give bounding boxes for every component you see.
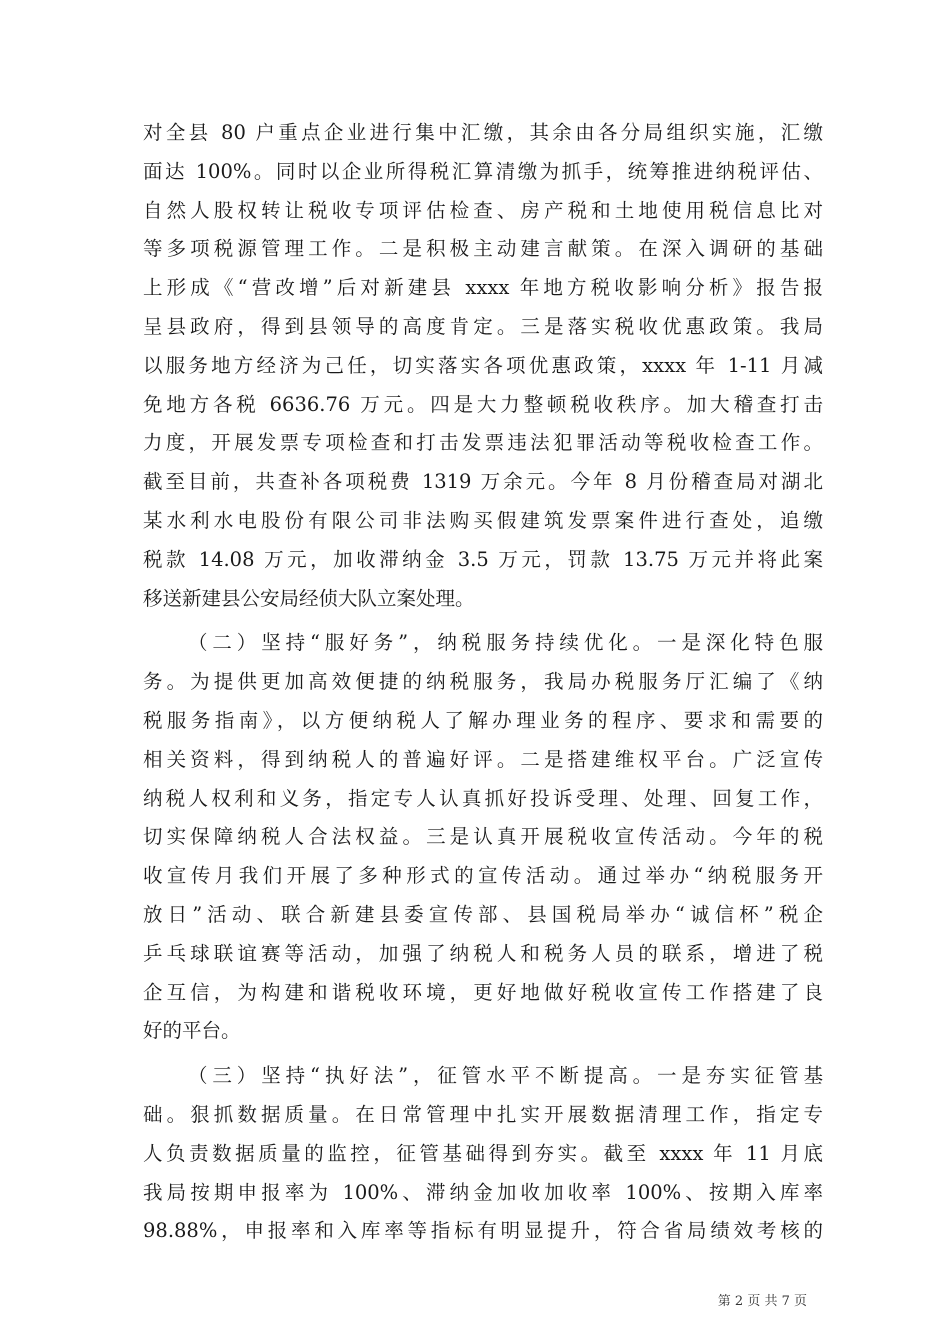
text-line: 移送新建县公安局经侦大队立案处理。 (143, 586, 475, 610)
paragraph-1 (143, 114, 823, 618)
text-line: 纳税人权利和义务，指定专人认真抓好投诉受理、处理、回复工作， (143, 786, 823, 810)
text-line: 础。狠抓数据质量。在日常管理中扎实开展数据清理工作，指定专 (143, 1102, 823, 1126)
text-line: 切实保障纳税人合法权益。三是认真开展税收宣传活动。今年的税 (143, 825, 823, 849)
text-line: 力度，开展发票专项检查和打击发票违法犯罪活动等税收检查工作。 (143, 431, 823, 455)
text-line: 98.88%，申报率和入库率等指标有明显提升，符合省局绩效考核的 (143, 1219, 823, 1243)
paragraph-2 (143, 624, 823, 1051)
text-line: 放日”活动、联合新建县委宣传部、县国税局举办“诚信杯”税企 (143, 902, 823, 926)
text-line: 人负责数据质量的监控，征管基础得到夯实。截至 xxxx 年 11 月底 (143, 1141, 823, 1165)
text-line: 免地方各税 6636.76 万元。四是大力整顿税收秩序。加大稽查打击 (143, 392, 823, 416)
text-line: 截至目前，共查补各项税费 1319 万余元。今年 8 月份稽查局对湖北 (143, 470, 823, 494)
text-line: 务。为提供更加高效便捷的纳税服务，我局办税服务厅汇编了《纳 (143, 670, 823, 694)
text-line: 收宣传月我们开展了多种形式的宣传活动。通过举办“纳税服务开 (143, 864, 823, 888)
text-line: 好的平台。 (143, 1019, 241, 1043)
text-line: 呈县政府，得到县领导的高度肯定。三是落实税收优惠政策。我局 (143, 314, 823, 338)
text-line: 相关资料，得到纳税人的普遍好评。二是搭建维权平台。广泛宣传 (143, 747, 823, 771)
text-line: 以服务地方经济为己任，切实落实各项优惠政策，xxxx 年 1-11 月减 (143, 353, 823, 377)
text-line: 乒乓球联谊赛等活动，加强了纳税人和税务人员的联系，增进了税 (143, 941, 823, 965)
text-line: 税款 14.08 万元，加收滞纳金 3.5 万元，罚款 13.75 万元并将此案 (143, 547, 823, 571)
paragraph-3 (143, 1057, 823, 1251)
text-line: 面达 100%。同时以企业所得税汇算清缴为抓手，统筹推进纳税评估、 (143, 159, 823, 183)
text-line: （二）坚持“服好务”，纳税服务持续优化。一是深化特色服 (188, 631, 823, 655)
document-body (143, 114, 823, 1251)
text-line: 税服务指南》，以方便纳税人了解办理业务的程序、要求和需要的 (143, 708, 823, 732)
text-line: 上形成《“营改增”后对新建县 xxxx 年地方税收影响分析》报告报 (143, 276, 823, 300)
text-line: 等多项税源管理工作。二是积极主动建言献策。在深入调研的基础 (143, 237, 823, 261)
text-line: 自然人股权转让税收专项评估检查、房产税和土地使用税信息比对 (143, 198, 823, 222)
text-line: 企互信，为构建和谐税收环境，更好地做好税收宣传工作搭建了良 (143, 980, 823, 1004)
page-number-footer: 第 2 页 共 7 页 (717, 1294, 807, 1309)
text-line: 我局按期申报率为 100%、滞纳金加收加收率 100%、按期入库率 (143, 1180, 823, 1204)
text-line: 对全县 80 户重点企业进行集中汇缴，其余由各分局组织实施，汇缴 (143, 121, 823, 144)
text-line: （三）坚持“执好法”，征管水平不断提高。一是夯实征管基 (188, 1064, 823, 1088)
text-line: 某水利水电股份有限公司非法购买假建筑发票案件进行查处，追缴 (143, 508, 823, 532)
